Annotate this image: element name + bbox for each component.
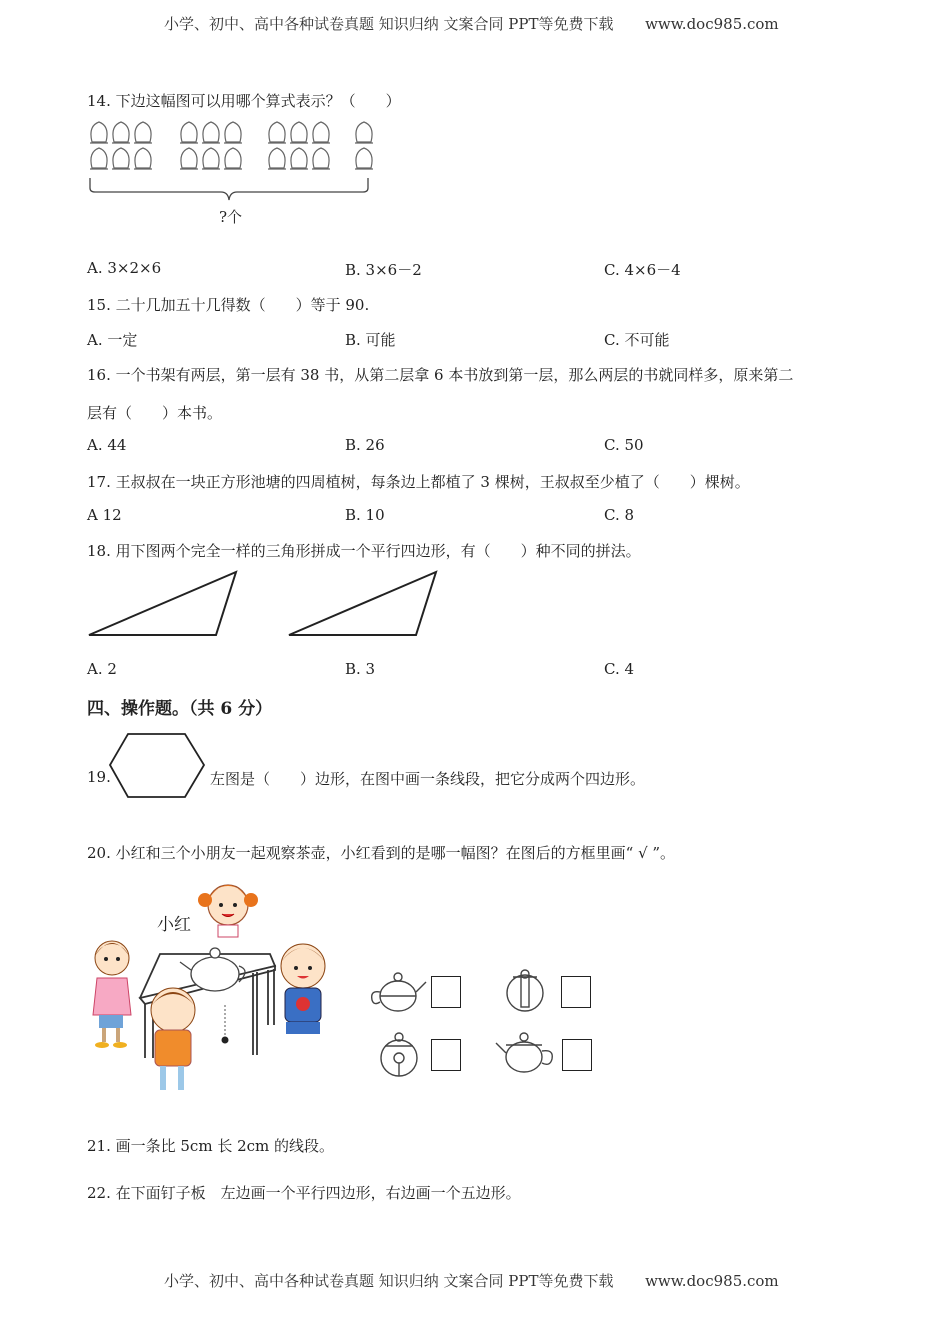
footer-url: www.doc985.com (645, 1272, 779, 1290)
q16-stem-line2: 层有（ ）本书。 (87, 404, 223, 422)
q14-object-icon (290, 148, 308, 169)
q14-object-icon (224, 148, 242, 169)
q15-option-b[interactable]: B. 可能 (345, 331, 396, 349)
q19-number: 19. (87, 768, 111, 786)
q14-object-icon (180, 148, 198, 169)
q16-option-c[interactable]: C. 50 (604, 436, 644, 454)
footer-text: 小学、初中、高中各种试卷真题 知识归纳 文案合同 PPT等免费下载 (164, 1272, 614, 1290)
q14-object-icon (112, 148, 130, 169)
girl-xiaohong-figure (198, 885, 258, 937)
teapot-option-front-spout (375, 1030, 425, 1080)
q14-object-icon (268, 148, 286, 169)
q18-stem: 18. 用下图两个完全一样的三角形拼成一个平行四边形，有（ ）种不同的拼法。 (87, 542, 641, 560)
page-footer (164, 1270, 779, 1291)
answer-box-3[interactable] (431, 1039, 461, 1071)
q14-object-icon (180, 122, 198, 143)
teapot-option-side-left (368, 968, 428, 1018)
q22-stem: 22. 在下面钉子板 左边画一个平行四边形，右边画一个五边形。 (87, 1184, 521, 1202)
q14-object-icon (224, 122, 242, 143)
q14-object-icon (134, 122, 152, 143)
q20-scene-illustration (85, 870, 345, 1100)
q14-brace-label: ?个 (219, 208, 243, 226)
q14-object-icon (312, 122, 330, 143)
q20-girl-label: 小红 (157, 915, 191, 935)
q14-stem: 14. 下边这幅图可以用哪个算式表示？（ ） (87, 92, 401, 110)
boy-right-figure (281, 944, 325, 1034)
teapot-option-side-right (494, 1027, 558, 1077)
header-text: 小学、初中、高中各种试卷真题 知识归纳 文案合同 PPT等免费下载 (164, 15, 614, 33)
q20-stem: 20. 小红和三个小朋友一起观察茶壶，小红看到的是哪一幅图？在图后的方框里画“ √ ”。 (87, 844, 676, 862)
q14-object-icon (290, 122, 308, 143)
q14-object-icon (355, 122, 373, 143)
q14-option-a[interactable]: A. 3×2×6 (87, 259, 162, 277)
girl-left-figure (93, 941, 131, 1048)
q18-triangle-right (285, 568, 445, 640)
header-url: www.doc985.com (645, 15, 779, 33)
q14-object-icon (134, 148, 152, 169)
q14-brace (90, 178, 368, 200)
q17-option-b[interactable]: B. 10 (345, 506, 385, 524)
q16-option-b[interactable]: B. 26 (345, 436, 385, 454)
answer-box-1[interactable] (431, 976, 461, 1008)
q19-text: 左图是（ ）边形，在图中画一条线段，把它分成两个四边形。 (210, 770, 646, 788)
q18-option-c[interactable]: C. 4 (604, 660, 635, 678)
q15-option-a[interactable]: A. 一定 (87, 331, 138, 349)
teapot-option-front-top (500, 965, 550, 1015)
q18-triangle-left (85, 568, 245, 640)
boy-front-figure (151, 988, 195, 1090)
q14-object-icon (202, 148, 220, 169)
q17-stem: 17. 王叔叔在一块正方形池塘的四周植树，每条边上都植了 3 棵树，王叔叔至少植了（ ）棵树。 (87, 473, 750, 491)
q15-stem: 15. 二十几加五十几得数（ ）等于 90. (87, 296, 370, 314)
answer-box-4[interactable] (562, 1039, 592, 1071)
q17-option-c[interactable]: C. 8 (604, 506, 635, 524)
q15-option-c[interactable]: C. 不可能 (604, 331, 670, 349)
q16-stem-line1: 16. 一个书架有两层，第一层有 38 书，从第二层拿 6 本书放到第一层，那么两层的书就同样多，原来第二 (87, 366, 794, 384)
q19-hexagon (108, 732, 208, 802)
q14-object-icon (268, 122, 286, 143)
q14-object-icon (202, 122, 220, 143)
q18-option-b[interactable]: B. 3 (345, 660, 376, 678)
q14-object-icon (112, 122, 130, 143)
section-4-title: 四、操作题。（共 6 分） (87, 699, 273, 719)
q14-object-icon (355, 148, 373, 169)
answer-box-2[interactable] (561, 976, 591, 1008)
q21-stem: 21. 画一条比 5cm 长 2cm 的线段。 (87, 1137, 335, 1155)
q18-option-a[interactable]: A. 2 (87, 660, 117, 678)
q17-option-a[interactable]: A 12 (87, 506, 122, 524)
q14-object-icon (312, 148, 330, 169)
page-header (164, 13, 779, 34)
q14-option-c[interactable]: C. 4×6－4 (604, 261, 681, 279)
q16-option-a[interactable]: A. 44 (87, 436, 127, 454)
q14-object-icon (90, 122, 108, 143)
q14-option-b[interactable]: B. 3×6－2 (345, 261, 422, 279)
q14-object-icon (90, 148, 108, 169)
